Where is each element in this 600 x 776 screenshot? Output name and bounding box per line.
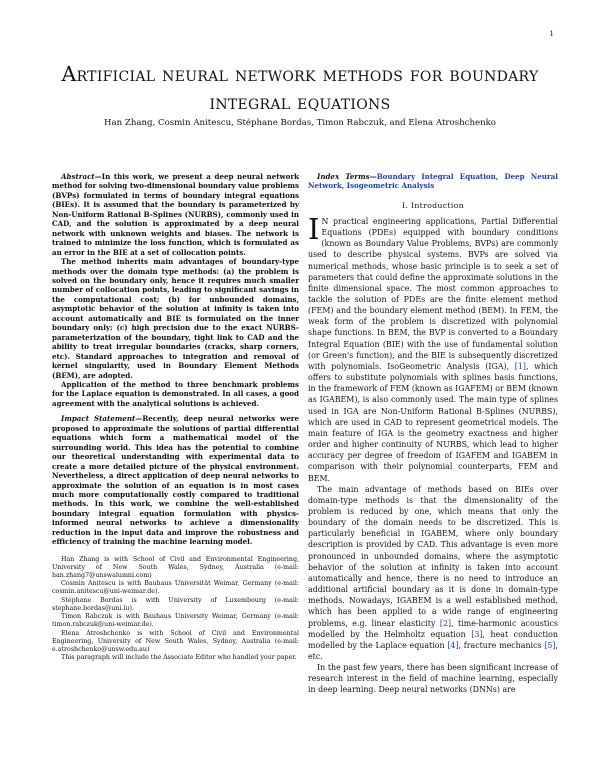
citation-5[interactable]: [5] — [544, 640, 556, 650]
abstract-lead: Abstract — [61, 172, 95, 181]
abstract-paragraph-1 — [52, 172, 299, 257]
abstract-paragraph-2: The method inherits main advantages of boundary-type methods over the domain type methods: (a) the problem is solved on the boundary only, hence it requires much smaller number of collocation points, leading to significant savings in the computational cost; (b) for unbounded domains, asymptotic behavior of the solution at infinity is taken into account automatically and BIE is formulated on the inner boundary only; (c) high precision due to the exact NURBS-parameterization of the boundary, tight link to CAD and the ability to treat irregular boundaries (cracks, sharp corners, etc). Standard approaches to integration and removal of kernel singularity, used in Boundary Element Methods (BEM), are adopted. — [52, 257, 299, 380]
footnotes — [52, 556, 299, 663]
citation-4[interactable]: [4] — [447, 640, 459, 650]
drop-cap: I — [308, 211, 320, 246]
left-column — [52, 172, 299, 662]
footnote-associate-editor: This paragraph will include the Associate Editor who handled your paper. — [61, 654, 297, 662]
intro-text-2d: , fracture mechanics — [458, 640, 545, 650]
impact-text: —Recently, deep neural networks were proposed to approximate the solutions of partial differential equations which form a mathematical model of the surrounding world. This idea has the potential to combine our theoretical understanding with experimental data to create a more detailed picture of the physical environment. Nevertheless, a direct application of deep neural networks to approximate the solution of an equation is in most cases much more computationally costly compared to traditional methods. In this work, we combine the well-established boundary integral equation formulation with physics-informed neural networks to achieve a dimensionality reduction in the input data and improve the robustness and efficiency of training the machine learning model. — [52, 414, 299, 547]
citation-2[interactable]: [2] — [439, 618, 452, 628]
impact-lead: Impact Statement — [61, 414, 136, 424]
intro-text-1b: , which offers to substitute polynomials with splines basis functions, in the framework of FEM (known as IGAFEM) or BEM (known as IGABEM), is also commonly used. The main type of splines used in IGA are Non-Uniform Rational B-Splines (NURBS), which are used in CAD to represent geometrical models. The main feature of IGA is the geometry exactness and higher order and higher continuity of NURBS, which lead to higher accuracy per degree of freedom of IGAFEM and IGABEM in comparison with their polynomial counterparts, FEM and BEM. — [308, 361, 558, 483]
footnote-stephane-bordas: Stéphane Bordas is with University of Luxembourg (e-mail: stephane.bordas@uni.lu). — [52, 596, 299, 612]
right-column — [308, 172, 558, 696]
index-terms — [308, 172, 558, 191]
footnote-timon-rabczuk: Timon Rabczuk is with Bauhaus University Weimar, Germany (e-mail: timon.rabczuk@uni-weimar.de). — [52, 613, 299, 629]
abstract-paragraph-3: Application of the method to three benchmark problems for the Laplace equation is demonstrated. In all cases, a good agreement with the analytical solutions is achieved. — [52, 379, 299, 408]
index-terms-list: Boundary Integral Equation, Deep Neural Network, Isogeometric Analysis — [308, 172, 558, 191]
page-number: 1 — [549, 30, 554, 38]
impact-statement — [52, 414, 299, 546]
index-terms-dash: — — [369, 172, 377, 181]
paper-title: Artificial neural network methods for boundary integral equations — [61, 62, 539, 114]
citation-1[interactable]: [1] — [514, 361, 526, 371]
intro-text-1a: practical engineering applications, Partial Differential Equations (PDEs) equipped with boundary conditions (known as Boundary Value Problems, BVPs) are commonly used to describe physical systems. BVPs are solved via numerical methods, whose basic principle is to seek a set of parameters that could define the approximate solutions in the finite dimensional space. The most common approaches to tackle the solution of PDEs are the finite element method (FEM) and the boundary element method (BEM). In FEM, the weak form of the problem is discretized with polynomial shape functions. In BEM, the BVP is converted to a Boundary Integral Equation (BIE) with the use of fundamental solution (or Green's function), and the BIE is subsequently discretized with polynomials. IsoGeometric Analysis (IGA), — [308, 216, 558, 371]
intro-text-2e: , etc. — [308, 640, 558, 661]
footnote-han-zhang: Han Zhang is with School of Civil and Environmental Engineering, University of New South Wales, Sydney, Australia (e-mail: han.zhang7@unswalumni.com) — [52, 555, 299, 580]
citation-3[interactable]: [3] — [471, 629, 483, 639]
abstract-text-1: —In this work, we present a deep neural network method for solving two-dimensional boundary value problems (BVPs) formulated in terms of boundary integral equations (BIEs). It is assumed that the boundary is parameterized by Non-Uniform Rational B-Splines (NURBS), commonly used in CAD, and the solution is approximated by a deep neural network with unknown weights and biases. The network is trained to minimize the loss function, which is formulated as an error in the BIE at a set of collocation points. — [52, 172, 299, 257]
index-terms-lead: Index Terms — [317, 172, 370, 181]
footnote-elena-atroshchenko: Elena Atroshchenko is with School of Civil and Environmental Engineering, University of New South Wales, Sydney, Australia (e-mail: e.atroshchenko@unsw.edu.au) — [52, 629, 299, 653]
author-list: Han Zhang, Cosmin Anitescu, Stéphane Bordas, Timon Rabczuk, and Elena Atroshchenko — [103, 118, 496, 128]
intro-text-2c: , heat conduction modelled by the Laplace equation — [308, 629, 559, 650]
footnote-cosmin-anitescu: Cosmin Anitescu is with Bauhaus Universität Weimar, Germany (e-mail: cosmin.anitescu@uni-weimar.de). — [52, 580, 299, 596]
intro-paragraph-1 — [308, 211, 558, 484]
first-word: N — [321, 216, 329, 226]
intro-paragraph-2 — [308, 484, 558, 663]
intro-text-2a: The main advantage of methods based on BIEs over domain-type methods is that the dimensionality of the problem is reduced by one, which means that only the boundary of the domain needs to be discretized. This is particularly beneficial in IGABEM, where only boundary description is provided by CAD. This advantage is even more pronounced in unbounded domains, where the asymptotic behavior of the solution at infinity is taken into account automatically and hence, there is no need to introduce an additional artificial boundary as it is done in domain-type methods. Nowadays, IGABEM is a well established method, which has been applied to a wide range of engineering problems, e.g. linear elasticity — [308, 484, 558, 628]
intro-paragraph-3: In the past few years, there has been significant increase of research interest in the field of machine learning, especially in deep learning. Deep neural networks (DNNs) are — [308, 663, 558, 695]
intro-text-2b: , time-harmonic acoustics modelled by the Helmholtz equation — [308, 618, 558, 639]
section-heading-introduction: I. Introduction — [402, 200, 464, 210]
